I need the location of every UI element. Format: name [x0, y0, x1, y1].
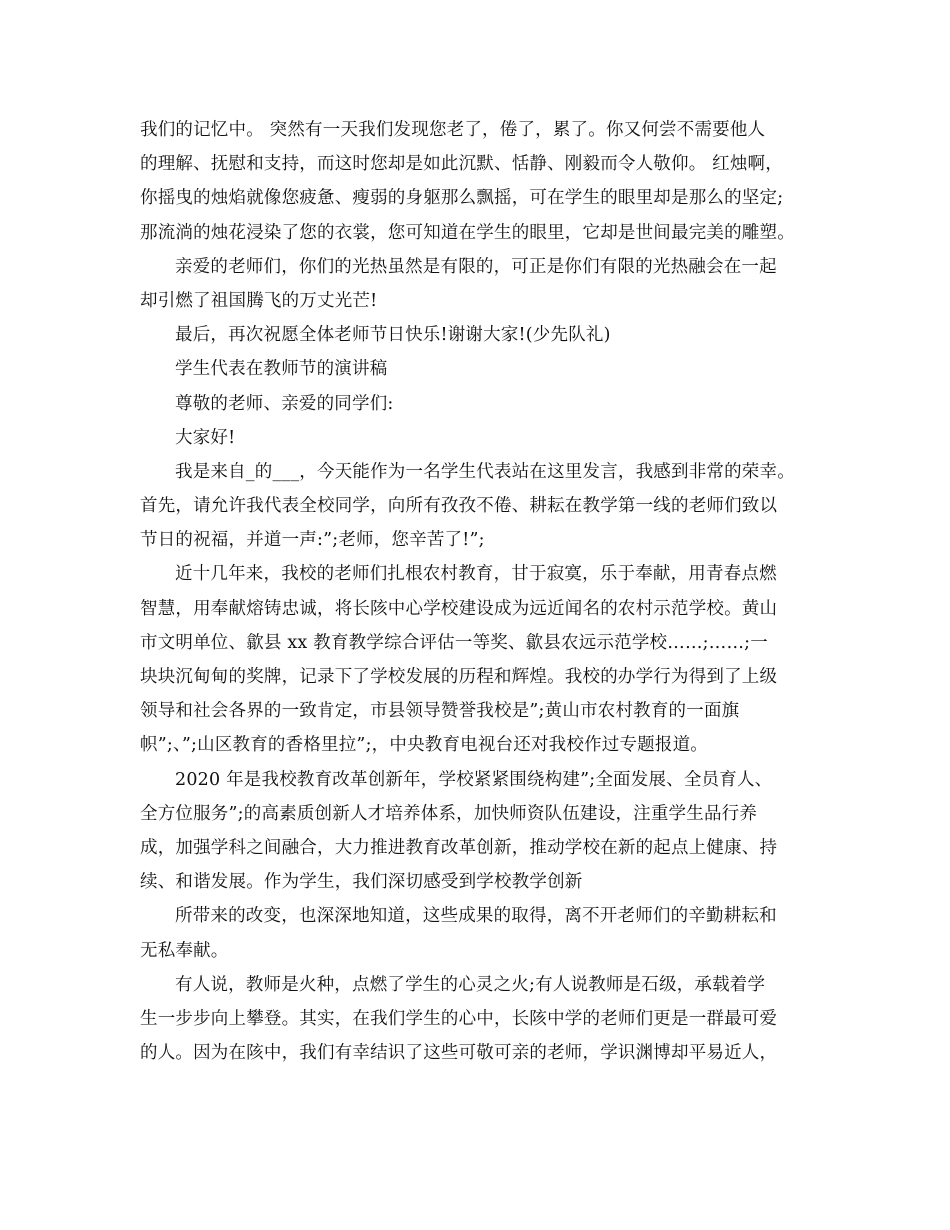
- greeting: 大家好!: [175, 427, 236, 448]
- salutation: 尊敬的老师、亲爱的同学们:: [175, 393, 394, 414]
- text-line-20: 2020 年是我校教育改革创新年，学校紧紧围绕构建”;全面发展、全员育人、: [175, 769, 773, 790]
- text-line-1: 我们的记忆中。 突然有一天我们发现您老了，倦了，累了。你又何尝不需要他人: [140, 120, 766, 140]
- text-line-19: 帜”;、”;山区教育的香格里拉”;，中央教育电视台还对我校作过专题报道。: [140, 735, 708, 756]
- text-line-26: 有人说，教师是火种，点燃了学生的心灵之火;有人说教师是石级，承载着学: [175, 974, 766, 995]
- text-line-28: 的人。因为在陔中，我们有幸结识了这些可敬可亲的老师，学识渊博却平易近人，: [140, 1043, 778, 1064]
- text-line-13: 节日的祝福，并道一声:”;老师，您辛苦了!”;: [140, 530, 485, 551]
- text-line-4: 那流淌的烛花浸染了您的衣裳，您可知道在学生的眼里，它却是世间最完美的雕塑。: [140, 222, 795, 243]
- text-line-12: 首先，请允许我代表全校同学，向所有孜孜不倦、耕耘在教学第一线的老师们致以: [140, 496, 778, 517]
- text-line-25: 无私奉献。: [140, 940, 229, 961]
- text-line-7: 最后，再次祝愿全体老师节日快乐!谢谢大家!(少先队礼): [175, 325, 611, 346]
- text-line-27: 生一步步向上攀登。其实，在我们学生的心中，长陔中学的老师们更是一群最可爱: [140, 1008, 778, 1029]
- speech-title: 学生代表在教师节的演讲稿: [175, 359, 388, 380]
- text-line-23: 续、和谐发展。作为学生，我们深切感受到学校教学创新: [140, 872, 583, 893]
- text-line-3: 你摇曳的烛焰就像您疲惫、瘦弱的身躯那么飘摇，可在学生的眼里却是那么的坚定;: [140, 188, 784, 209]
- text-line-14: 近十几年来，我校的老师们扎根农村教育，甘于寂寞，乐于奉献，用青春点燃: [175, 564, 777, 585]
- text-line-15: 智慧，用奉献熔铸忠诚，将长陔中心学校建设成为远近闻名的农村示范学校。黄山: [140, 598, 778, 619]
- text-line-16: 市文明单位、歙县 xx 教育教学综合评估一等奖、歙县农远示范学校……;……;一: [140, 632, 768, 653]
- text-line-11: 我是来自_的___，今天能作为一名学生代表站在这里发言，我感到非常的荣幸。: [175, 461, 795, 482]
- text-line-5: 亲爱的老师们，你们的光热虽然是有限的，可正是你们有限的光热融会在一起: [175, 256, 777, 277]
- text-line-21: 全方位服务”;的高素质创新人才培养体系，加快师资队伍建设，注重学生品行养: [140, 803, 758, 824]
- document-body: [140, 113, 820, 1070]
- text-line-17: 块块沉甸甸的奖牌，记录下了学校发展的历程和辉煌。我校的办学行为得到了上级: [140, 667, 778, 687]
- text-line-6: 却引燃了祖国腾飞的万丈光芒!: [140, 290, 378, 311]
- text-line-22: 成，加强学科之间融合，大力推进教育改革创新，推动学校在新的起点上健康、持: [140, 837, 778, 858]
- text-line-24: 所带来的改变，也深深地知道，这些成果的取得，离不开老师们的辛勤耕耘和: [175, 906, 777, 927]
- text-line-2: 的理解、抚慰和支持，而这时您却是如此沉默、恬静、刚毅而令人敬仰。 红烛啊，: [140, 154, 783, 175]
- text-line-18: 领导和社会各界的一致肯定，市县领导赞誉我校是”;黄山市农村教育的一面旗: [140, 701, 740, 722]
